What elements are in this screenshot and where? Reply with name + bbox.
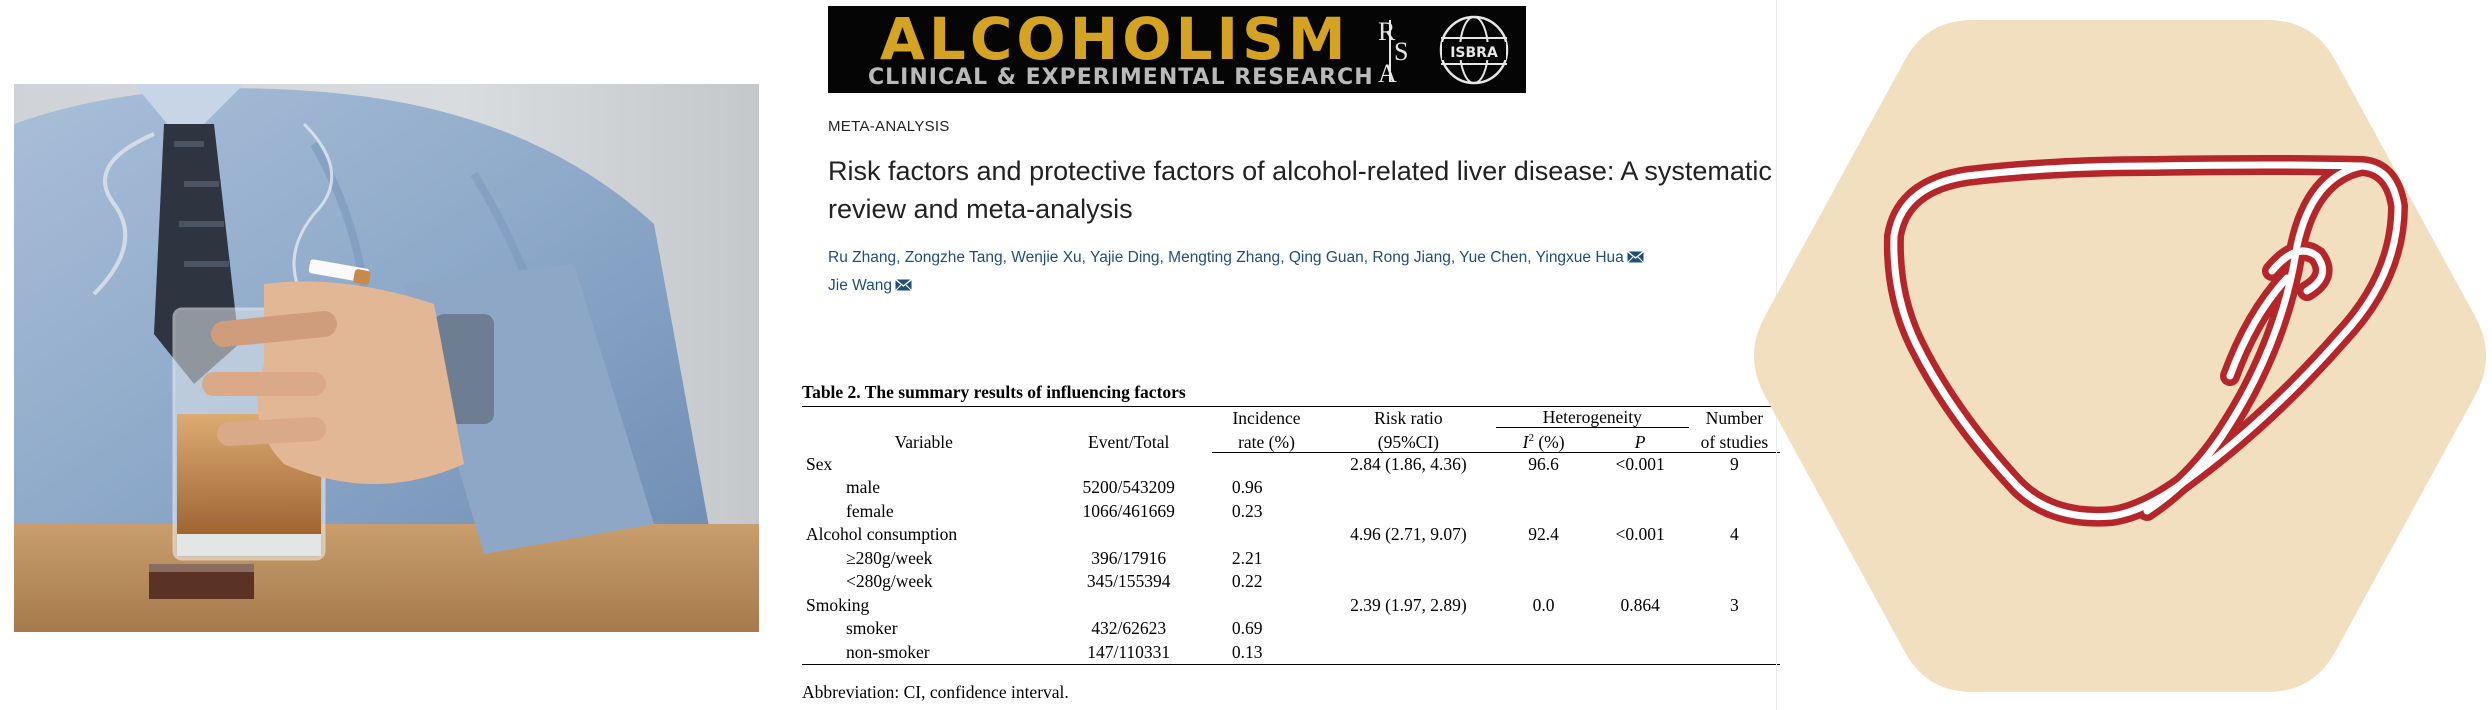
- author-name[interactable]: Mengting Zhang: [1168, 249, 1281, 266]
- cell-i2: [1496, 617, 1592, 641]
- cell-i2: 92.4: [1528, 524, 1559, 545]
- cell-event-total: [1046, 594, 1212, 618]
- cell-n: 4: [1730, 524, 1739, 545]
- col-i2: $I^2$ (%): [1496, 428, 1592, 453]
- table-row: [802, 641, 1780, 665]
- table-row: [802, 547, 1780, 571]
- cell-event-total: [1046, 452, 1212, 476]
- author-name[interactable]: Ru Zhang: [828, 249, 897, 266]
- col-number-studies: of studies: [1689, 428, 1780, 453]
- cell-incidence: 0.23: [1231, 500, 1263, 521]
- col-event-total: Event/Total: [1046, 407, 1212, 453]
- table-row: [802, 570, 1780, 594]
- table-row: [802, 476, 1780, 500]
- cell-variable: ≥280g/week: [846, 547, 933, 568]
- cell-incidence: [1212, 452, 1321, 476]
- cell-n: 3: [1730, 594, 1739, 615]
- hero-photo: [14, 84, 759, 632]
- cell-incidence: 0.13: [1212, 641, 1321, 665]
- cell-i2: [1496, 500, 1592, 524]
- svg-text:ISBRA: ISBRA: [1450, 45, 1498, 61]
- col-incidence: Incidence: [1212, 407, 1321, 428]
- cell-p: 0.864: [1620, 594, 1660, 615]
- author-name[interactable]: Qing Guan: [1288, 249, 1364, 266]
- cell-variable: Alcohol consumption: [806, 524, 958, 545]
- col-variable: Variable: [802, 407, 1046, 453]
- article-type: META-ANALYSIS: [828, 118, 950, 135]
- author-name[interactable]: Wenjie Xu: [1011, 249, 1082, 266]
- cell-i2: [1496, 476, 1592, 500]
- cell-risk-ratio: [1321, 617, 1496, 641]
- man-with-whisky-illustration: [14, 84, 759, 632]
- cell-variable: <280g/week: [846, 571, 933, 592]
- col-number: Number: [1689, 407, 1780, 428]
- cell-variable: non-smoker: [802, 641, 1046, 665]
- col-heterogeneity: Heterogeneity: [1496, 407, 1689, 428]
- cell-event-total: 147/110331: [1046, 641, 1212, 665]
- table-row: [802, 594, 1780, 618]
- col-p: P: [1592, 428, 1689, 453]
- author-name[interactable]: Yingxue Hua: [1535, 249, 1624, 266]
- cell-event-total: 432/62623: [1091, 618, 1167, 639]
- cell-p: [1592, 547, 1689, 571]
- author-name[interactable]: Yue Chen: [1459, 249, 1528, 266]
- isbra-globe-icon: [1438, 14, 1510, 86]
- table-row: [802, 500, 1780, 524]
- cell-risk-ratio: [1321, 570, 1496, 594]
- cell-risk-ratio: 2.84 (1.86, 4.36): [1350, 453, 1467, 474]
- author-name[interactable]: Rong Jiang: [1372, 249, 1451, 266]
- cell-event-total: 5200/543209: [1082, 477, 1175, 498]
- cell-risk-ratio: [1321, 500, 1496, 524]
- cell-variable: smoker: [846, 618, 898, 639]
- cell-i2: [1496, 570, 1592, 594]
- liver-hexagon-graphic: [1752, 16, 2488, 696]
- hexagon-background: [1754, 20, 2486, 692]
- paper-panel: [790, 0, 1790, 710]
- cell-incidence: [1212, 523, 1321, 547]
- cell-risk-ratio: 4.96 (2.71, 9.07): [1350, 524, 1467, 545]
- cell-i2: 96.6: [1528, 453, 1559, 474]
- cell-event-total: 396/17916: [1091, 547, 1167, 568]
- cell-risk-ratio: 2.39 (1.97, 2.89): [1350, 594, 1467, 615]
- cell-p: [1592, 570, 1689, 594]
- journal-subtitle: CLINICAL & EXPERIMENTAL RESEARCH: [868, 65, 1374, 90]
- table-row: [802, 523, 1780, 547]
- table-row: [802, 617, 1780, 641]
- author-name[interactable]: Jie Wang: [828, 277, 893, 294]
- svg-text:R: R: [1378, 17, 1396, 46]
- cell-variable: male: [846, 477, 881, 498]
- cell-i2: [1496, 641, 1592, 665]
- cell-incidence: 2.21: [1231, 547, 1263, 568]
- cell-incidence: 0.22: [1231, 571, 1263, 592]
- cell-event-total: 345/155394: [1086, 571, 1171, 592]
- rsa-logo-icon: [1376, 16, 1428, 86]
- results-table: [802, 406, 1780, 665]
- cell-event-total: [1046, 523, 1212, 547]
- svg-text:S: S: [1394, 37, 1409, 66]
- cell-event-total: 1066/461669: [1082, 500, 1175, 521]
- cell-p: <0.001: [1615, 524, 1665, 545]
- email-icon[interactable]: [895, 279, 912, 291]
- cell-p: [1592, 641, 1689, 665]
- journal-logo: [828, 6, 1526, 93]
- cell-n: 9: [1730, 453, 1739, 474]
- article-title: Risk factors and protective factors of alcohol-related liver disease: A systematic review and meta-analysis: [828, 156, 1772, 224]
- email-icon[interactable]: [1627, 251, 1644, 263]
- cell-p: [1592, 476, 1689, 500]
- cell-i2: [1496, 547, 1592, 571]
- cell-incidence: 0.96: [1231, 477, 1263, 498]
- cell-incidence: [1212, 594, 1321, 618]
- table-footnote: Abbreviation: CI, confidence interval.: [802, 682, 1069, 702]
- author-list: Ru Zhang, Zongzhe Tang, Wenjie Xu, Yajie Ding, Mengting Zhang, Qing Guan, Rong Jiang, Yue Chen, Yingxue Hua Jie Wang: [828, 244, 1788, 300]
- cell-i2: 0.0: [1532, 594, 1555, 615]
- cell-variable: female: [846, 500, 894, 521]
- cell-risk-ratio: [1321, 476, 1496, 500]
- author-name[interactable]: Yajie Ding: [1090, 249, 1160, 266]
- cell-variable: Sex: [806, 453, 833, 474]
- table-caption: Table 2. The summary results of influencing factors: [802, 382, 1186, 402]
- svg-text:A: A: [1378, 59, 1397, 86]
- table-row: [802, 452, 1780, 476]
- journal-title: ALCOHOLISM: [880, 6, 1350, 73]
- cell-p: <0.001: [1615, 453, 1665, 474]
- cell-p: [1592, 617, 1689, 641]
- cell-risk-ratio: [1321, 641, 1496, 665]
- author-name[interactable]: Zongzhe Tang: [904, 249, 1003, 266]
- col-incidence-unit: rate (%): [1212, 428, 1321, 453]
- col-risk-ratio-ci: (95%CI): [1321, 428, 1496, 453]
- col-risk-ratio: Risk ratio: [1321, 407, 1496, 428]
- cell-variable: Smoking: [806, 594, 870, 615]
- cell-incidence: 0.69: [1231, 618, 1263, 639]
- cell-p: [1592, 500, 1689, 524]
- cell-risk-ratio: [1321, 547, 1496, 571]
